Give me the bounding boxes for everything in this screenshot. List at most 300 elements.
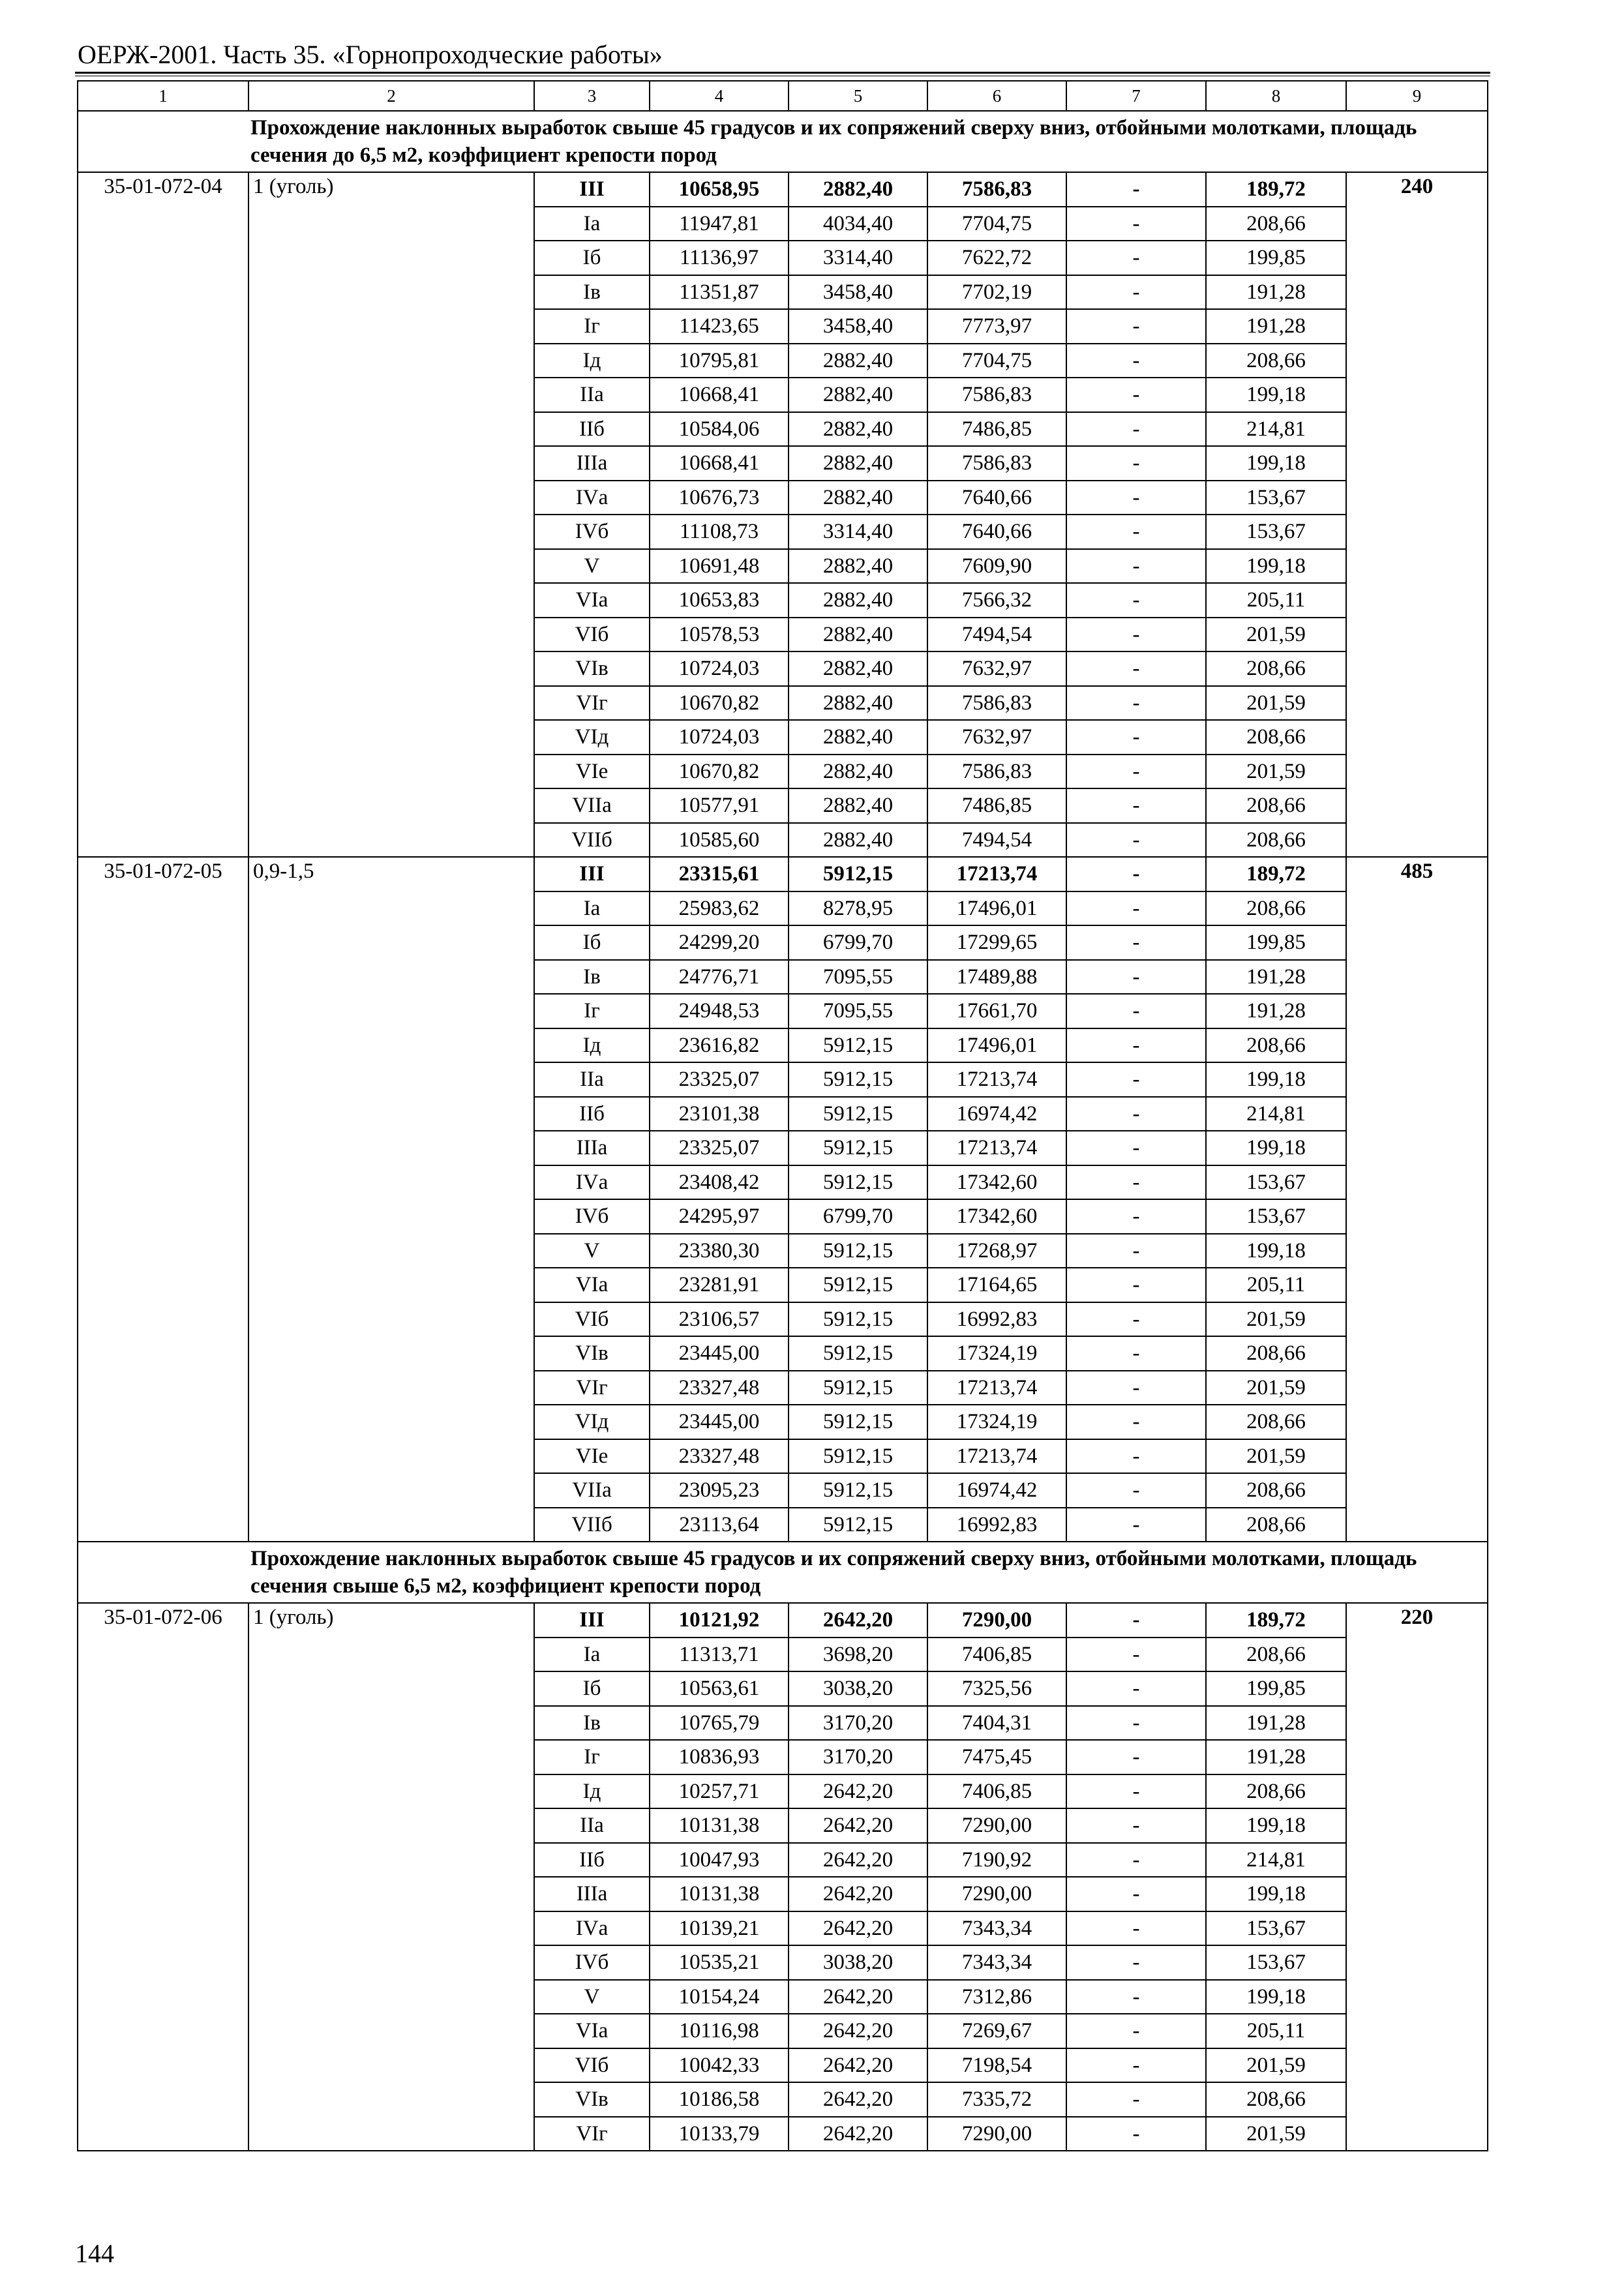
value-cell: -: [1066, 1603, 1206, 1638]
rock-group-cell: III: [534, 1603, 650, 1638]
section-heading: [78, 1542, 1488, 1603]
value-cell: 7640,66: [927, 515, 1066, 549]
rock-group-cell: III: [534, 172, 650, 207]
value-cell: 25983,62: [650, 891, 789, 926]
column-number: 9: [1346, 81, 1488, 111]
value-cell: 201,59: [1206, 2048, 1346, 2083]
value-cell: -: [1066, 1405, 1206, 1439]
value-cell: 10668,41: [650, 446, 789, 481]
value-cell: 201,59: [1206, 1302, 1346, 1337]
value-cell: 10577,91: [650, 788, 789, 823]
value-cell: 3698,20: [789, 1638, 927, 1672]
value-cell: 3170,20: [789, 1706, 927, 1741]
value-cell: 23380,30: [650, 1234, 789, 1268]
value-cell: 2642,20: [789, 1980, 927, 2014]
table-body: [78, 81, 1488, 2151]
rock-group-cell: IIб: [534, 412, 650, 447]
value-cell: 153,67: [1206, 1199, 1346, 1234]
value-cell: 10131,38: [650, 1808, 789, 1843]
value-cell: -: [1066, 755, 1206, 789]
value-cell: 7290,00: [927, 2117, 1066, 2151]
value-cell: 2882,40: [789, 686, 927, 721]
value-cell: 17496,01: [927, 891, 1066, 926]
value-cell: 7773,97: [927, 309, 1066, 344]
value-cell: 3170,20: [789, 1740, 927, 1774]
value-cell: 2882,40: [789, 823, 927, 858]
total-cell: 240: [1346, 172, 1488, 857]
value-cell: 10585,60: [650, 823, 789, 858]
value-cell: 7343,34: [927, 1911, 1066, 1946]
value-cell: 11313,71: [650, 1638, 789, 1672]
rate-code: 35-01-072-05: [78, 857, 248, 1542]
rock-group-cell: IIа: [534, 1808, 650, 1843]
value-cell: -: [1066, 2048, 1206, 2083]
value-cell: 208,66: [1206, 1028, 1346, 1063]
rock-group-cell: VIв: [534, 2082, 650, 2117]
value-cell: 10658,95: [650, 172, 789, 207]
value-cell: 11351,87: [650, 275, 789, 310]
value-cell: 199,18: [1206, 1062, 1346, 1097]
table-row: [78, 172, 1488, 207]
value-cell: 191,28: [1206, 1740, 1346, 1774]
value-cell: -: [1066, 1062, 1206, 1097]
value-cell: 2642,20: [789, 2048, 927, 2083]
value-cell: 7566,32: [927, 583, 1066, 618]
value-cell: 7704,75: [927, 344, 1066, 378]
table-row: [78, 1603, 1488, 1638]
value-cell: 7622,72: [927, 241, 1066, 275]
rock-group-cell: VIд: [534, 1405, 650, 1439]
value-cell: 214,81: [1206, 1097, 1346, 1131]
value-cell: 17213,74: [927, 1131, 1066, 1165]
value-cell: -: [1066, 1199, 1206, 1234]
value-cell: 208,66: [1206, 720, 1346, 755]
value-cell: 6799,70: [789, 1199, 927, 1234]
value-cell: 2882,40: [789, 583, 927, 618]
value-cell: -: [1066, 378, 1206, 412]
value-cell: 201,59: [1206, 618, 1346, 652]
value-cell: 17496,01: [927, 1028, 1066, 1063]
total-cell: 220: [1346, 1603, 1488, 2151]
value-cell: -: [1066, 720, 1206, 755]
value-cell: 7290,00: [927, 1808, 1066, 1843]
column-number: 6: [927, 81, 1066, 111]
value-cell: -: [1066, 1268, 1206, 1302]
value-cell: 153,67: [1206, 515, 1346, 549]
page-header: [75, 38, 1490, 74]
rock-group-cell: VIе: [534, 755, 650, 789]
rock-group-cell: IIа: [534, 378, 650, 412]
value-cell: -: [1066, 2014, 1206, 2048]
value-cell: 11423,65: [650, 309, 789, 344]
rock-group-cell: VIIб: [534, 823, 650, 858]
value-cell: 201,59: [1206, 755, 1346, 789]
value-cell: 10121,92: [650, 1603, 789, 1638]
rock-group-cell: VIа: [534, 2014, 650, 2048]
value-cell: 7406,85: [927, 1774, 1066, 1809]
value-cell: 23315,61: [650, 857, 789, 891]
value-cell: -: [1066, 275, 1206, 310]
value-cell: 5912,15: [789, 1405, 927, 1439]
value-cell: 10668,41: [650, 378, 789, 412]
value-cell: -: [1066, 1671, 1206, 1706]
value-cell: 7704,75: [927, 207, 1066, 241]
value-cell: 201,59: [1206, 2117, 1346, 2151]
table-row: [78, 857, 1488, 891]
value-cell: 7335,72: [927, 2082, 1066, 2117]
value-cell: 3458,40: [789, 275, 927, 310]
section-heading: [78, 111, 1488, 172]
value-cell: 16992,83: [927, 1302, 1066, 1337]
rock-group-cell: VIг: [534, 1371, 650, 1405]
value-cell: 2642,20: [789, 2082, 927, 2117]
rock-group-cell: IIIа: [534, 1877, 650, 1911]
column-number: 4: [650, 81, 789, 111]
value-cell: 2882,40: [789, 720, 927, 755]
value-cell: 10653,83: [650, 583, 789, 618]
value-cell: 24295,97: [650, 1199, 789, 1234]
value-cell: 11108,73: [650, 515, 789, 549]
section-heading-text: Прохождение наклонных выработок свыше 45 градусов и их сопряжений сверху вниз, отбойными молотками, площадь сечения до 6,5 м2, коэффициент крепости пород: [250, 116, 1417, 167]
value-cell: 208,66: [1206, 1405, 1346, 1439]
value-cell: -: [1066, 2117, 1206, 2151]
value-cell: 17164,65: [927, 1268, 1066, 1302]
value-cell: -: [1066, 925, 1206, 960]
value-cell: 7290,00: [927, 1877, 1066, 1911]
value-cell: 201,59: [1206, 686, 1346, 721]
value-cell: 199,18: [1206, 1877, 1346, 1911]
value-cell: 17489,88: [927, 960, 1066, 995]
value-cell: 10765,79: [650, 1706, 789, 1741]
rock-group-cell: Iб: [534, 1671, 650, 1706]
column-number: 7: [1066, 81, 1206, 111]
value-cell: -: [1066, 1774, 1206, 1809]
rate-code: 35-01-072-04: [78, 172, 248, 857]
value-cell: -: [1066, 1706, 1206, 1741]
value-cell: 5912,15: [789, 1473, 927, 1508]
rock-group-cell: Iа: [534, 207, 650, 241]
value-cell: -: [1066, 788, 1206, 823]
value-cell: 199,18: [1206, 1234, 1346, 1268]
value-cell: 17661,70: [927, 994, 1066, 1028]
value-cell: 7198,54: [927, 2048, 1066, 2083]
seam-thickness: 1 (уголь): [248, 1603, 534, 2151]
value-cell: -: [1066, 1911, 1206, 1946]
value-cell: 2882,40: [789, 344, 927, 378]
rock-group-cell: VIг: [534, 2117, 650, 2151]
value-cell: 3314,40: [789, 241, 927, 275]
value-cell: -: [1066, 1028, 1206, 1063]
rock-group-cell: VIд: [534, 720, 650, 755]
value-cell: -: [1066, 344, 1206, 378]
value-cell: 5912,15: [789, 857, 927, 891]
rock-group-cell: VIб: [534, 1302, 650, 1337]
value-cell: 10584,06: [650, 412, 789, 447]
value-cell: 10724,03: [650, 651, 789, 686]
column-number: 8: [1206, 81, 1346, 111]
value-cell: 5912,15: [789, 1439, 927, 1474]
rock-group-cell: VIв: [534, 651, 650, 686]
value-cell: 24948,53: [650, 994, 789, 1028]
value-cell: 23616,82: [650, 1028, 789, 1063]
value-cell: 7404,31: [927, 1706, 1066, 1741]
value-cell: 208,66: [1206, 344, 1346, 378]
value-cell: 205,11: [1206, 1268, 1346, 1302]
rock-group-cell: VIIа: [534, 788, 650, 823]
value-cell: -: [1066, 446, 1206, 481]
value-cell: 208,66: [1206, 1336, 1346, 1371]
value-cell: 5912,15: [789, 1028, 927, 1063]
value-cell: -: [1066, 891, 1206, 926]
value-cell: 208,66: [1206, 1508, 1346, 1542]
value-cell: 7586,83: [927, 172, 1066, 207]
value-cell: 7702,19: [927, 275, 1066, 310]
value-cell: -: [1066, 1097, 1206, 1131]
value-cell: -: [1066, 1980, 1206, 2014]
value-cell: -: [1066, 549, 1206, 584]
value-cell: 2882,40: [789, 549, 927, 584]
total-cell: 485: [1346, 857, 1488, 1542]
value-cell: 23445,00: [650, 1405, 789, 1439]
rock-group-cell: Iд: [534, 1774, 650, 1809]
rock-group-cell: IVа: [534, 1911, 650, 1946]
value-cell: 10691,48: [650, 549, 789, 584]
section-heading-text: Прохождение наклонных выработок свыше 45 градусов и их сопряжений сверху вниз, отбойными молотками, площадь сечения свыше 6,5 м2, коэффициент крепости пород: [250, 1547, 1417, 1598]
value-cell: 7586,83: [927, 686, 1066, 721]
value-cell: 5912,15: [789, 1062, 927, 1097]
value-cell: 191,28: [1206, 275, 1346, 310]
value-cell: 23445,00: [650, 1336, 789, 1371]
rock-group-cell: VIб: [534, 618, 650, 652]
value-cell: 5912,15: [789, 1131, 927, 1165]
value-cell: 7632,97: [927, 651, 1066, 686]
value-cell: -: [1066, 583, 1206, 618]
rock-group-cell: VIг: [534, 686, 650, 721]
rock-group-cell: Iа: [534, 891, 650, 926]
value-cell: -: [1066, 1473, 1206, 1508]
value-cell: 2882,40: [789, 651, 927, 686]
value-cell: -: [1066, 1371, 1206, 1405]
rock-group-cell: IIб: [534, 1097, 650, 1131]
rock-group-cell: Iв: [534, 1706, 650, 1741]
value-cell: 11947,81: [650, 207, 789, 241]
rock-group-cell: V: [534, 1980, 650, 2014]
value-cell: 17268,97: [927, 1234, 1066, 1268]
value-cell: -: [1066, 2082, 1206, 2117]
value-cell: 10563,61: [650, 1671, 789, 1706]
value-cell: -: [1066, 515, 1206, 549]
value-cell: 2642,20: [789, 2014, 927, 2048]
rock-group-cell: VIв: [534, 1336, 650, 1371]
rock-group-cell: IVб: [534, 515, 650, 549]
value-cell: -: [1066, 1302, 1206, 1337]
value-cell: 7586,83: [927, 378, 1066, 412]
value-cell: 23106,57: [650, 1302, 789, 1337]
value-cell: 7486,85: [927, 788, 1066, 823]
value-cell: 201,59: [1206, 1439, 1346, 1474]
section-heading-row: [78, 1542, 1488, 1603]
value-cell: 208,66: [1206, 788, 1346, 823]
value-cell: 10131,38: [650, 1877, 789, 1911]
value-cell: -: [1066, 823, 1206, 858]
value-cell: 189,72: [1206, 172, 1346, 207]
value-cell: 10670,82: [650, 686, 789, 721]
value-cell: 199,18: [1206, 378, 1346, 412]
value-cell: 7494,54: [927, 823, 1066, 858]
value-cell: -: [1066, 960, 1206, 995]
rock-group-cell: V: [534, 549, 650, 584]
value-cell: 7586,83: [927, 755, 1066, 789]
value-cell: -: [1066, 994, 1206, 1028]
value-cell: -: [1066, 1843, 1206, 1878]
rock-group-cell: Iд: [534, 1028, 650, 1063]
value-cell: 7640,66: [927, 481, 1066, 515]
value-cell: 7632,97: [927, 720, 1066, 755]
value-cell: 2882,40: [789, 788, 927, 823]
value-cell: 208,66: [1206, 1473, 1346, 1508]
value-cell: 199,85: [1206, 241, 1346, 275]
value-cell: 2882,40: [789, 172, 927, 207]
value-cell: 23325,07: [650, 1062, 789, 1097]
value-cell: -: [1066, 1638, 1206, 1672]
value-cell: 7609,90: [927, 549, 1066, 584]
value-cell: 153,67: [1206, 1165, 1346, 1200]
value-cell: 199,18: [1206, 1808, 1346, 1843]
value-cell: 208,66: [1206, 1774, 1346, 1809]
value-cell: 10578,53: [650, 618, 789, 652]
rock-group-cell: Iг: [534, 309, 650, 344]
rock-group-cell: Iв: [534, 275, 650, 310]
rock-group-cell: Iв: [534, 960, 650, 995]
value-cell: 17324,19: [927, 1405, 1066, 1439]
value-cell: 23101,38: [650, 1097, 789, 1131]
value-cell: 199,85: [1206, 1671, 1346, 1706]
value-cell: 7494,54: [927, 618, 1066, 652]
rock-group-cell: IIIа: [534, 1131, 650, 1165]
value-cell: 16974,42: [927, 1097, 1066, 1131]
value-cell: 17342,60: [927, 1199, 1066, 1234]
value-cell: 153,67: [1206, 1911, 1346, 1946]
rock-group-cell: VIа: [534, 583, 650, 618]
seam-thickness: 1 (уголь): [248, 172, 534, 857]
rock-group-cell: VIе: [534, 1439, 650, 1474]
value-cell: 8278,95: [789, 891, 927, 926]
value-cell: 10795,81: [650, 344, 789, 378]
value-cell: 2882,40: [789, 412, 927, 447]
value-cell: -: [1066, 1945, 1206, 1980]
value-cell: -: [1066, 1131, 1206, 1165]
value-cell: 17342,60: [927, 1165, 1066, 1200]
value-cell: 7343,34: [927, 1945, 1066, 1980]
value-cell: 23113,64: [650, 1508, 789, 1542]
value-cell: 3314,40: [789, 515, 927, 549]
value-cell: 10042,33: [650, 2048, 789, 2083]
value-cell: 208,66: [1206, 1638, 1346, 1672]
value-cell: 24776,71: [650, 960, 789, 995]
rock-group-cell: IVа: [534, 1165, 650, 1200]
value-cell: 2642,20: [789, 1877, 927, 1911]
rock-group-cell: IIа: [534, 1062, 650, 1097]
value-cell: -: [1066, 857, 1206, 891]
value-cell: 189,72: [1206, 857, 1346, 891]
value-cell: 2642,20: [789, 1603, 927, 1638]
value-cell: 2882,40: [789, 481, 927, 515]
value-cell: 199,85: [1206, 925, 1346, 960]
value-cell: -: [1066, 207, 1206, 241]
column-number: 1: [78, 81, 248, 111]
value-cell: 4034,40: [789, 207, 927, 241]
value-cell: 10676,73: [650, 481, 789, 515]
value-cell: 23327,48: [650, 1439, 789, 1474]
value-cell: 7190,92: [927, 1843, 1066, 1878]
document-title: ОЕРЖ-2001. Часть 35. «Горнопроходческие работы»: [78, 40, 663, 69]
value-cell: 214,81: [1206, 412, 1346, 447]
value-cell: 7290,00: [927, 1603, 1066, 1638]
value-cell: 191,28: [1206, 309, 1346, 344]
value-cell: 17213,74: [927, 857, 1066, 891]
column-number: 2: [248, 81, 534, 111]
rock-group-cell: IIб: [534, 1843, 650, 1878]
value-cell: -: [1066, 309, 1206, 344]
value-cell: 17324,19: [927, 1336, 1066, 1371]
value-cell: 191,28: [1206, 994, 1346, 1028]
value-cell: 2642,20: [789, 1843, 927, 1878]
value-cell: 10257,71: [650, 1774, 789, 1809]
value-cell: -: [1066, 1877, 1206, 1911]
value-cell: 17299,65: [927, 925, 1066, 960]
column-number-row: [78, 81, 1488, 111]
rock-group-cell: V: [534, 1234, 650, 1268]
value-cell: 5912,15: [789, 1371, 927, 1405]
value-cell: -: [1066, 651, 1206, 686]
value-cell: 201,59: [1206, 1371, 1346, 1405]
value-cell: 191,28: [1206, 1706, 1346, 1741]
value-cell: 16992,83: [927, 1508, 1066, 1542]
value-cell: 205,11: [1206, 2014, 1346, 2048]
rock-group-cell: Iг: [534, 1740, 650, 1774]
value-cell: 153,67: [1206, 481, 1346, 515]
rock-group-cell: IVа: [534, 481, 650, 515]
value-cell: 214,81: [1206, 1843, 1346, 1878]
rock-group-cell: IIIа: [534, 446, 650, 481]
value-cell: 208,66: [1206, 651, 1346, 686]
value-cell: 2642,20: [789, 1808, 927, 1843]
rock-group-cell: IVб: [534, 1945, 650, 1980]
column-number: 5: [789, 81, 927, 111]
value-cell: 2642,20: [789, 2117, 927, 2151]
value-cell: -: [1066, 1808, 1206, 1843]
value-cell: 3458,40: [789, 309, 927, 344]
value-cell: 7406,85: [927, 1638, 1066, 1672]
value-cell: 10116,98: [650, 2014, 789, 2048]
rock-group-cell: III: [534, 857, 650, 891]
value-cell: 153,67: [1206, 1945, 1346, 1980]
value-cell: 6799,70: [789, 925, 927, 960]
value-cell: 5912,15: [789, 1302, 927, 1337]
value-cell: -: [1066, 1740, 1206, 1774]
value-cell: 10154,24: [650, 1980, 789, 2014]
value-cell: 7475,45: [927, 1740, 1066, 1774]
page-number: 144: [75, 2239, 114, 2268]
value-cell: 199,18: [1206, 549, 1346, 584]
value-cell: 208,66: [1206, 2082, 1346, 2117]
value-cell: 16974,42: [927, 1473, 1066, 1508]
value-cell: 10724,03: [650, 720, 789, 755]
value-cell: 5912,15: [789, 1165, 927, 1200]
value-cell: -: [1066, 172, 1206, 207]
rock-group-cell: VIIа: [534, 1473, 650, 1508]
value-cell: 23325,07: [650, 1131, 789, 1165]
